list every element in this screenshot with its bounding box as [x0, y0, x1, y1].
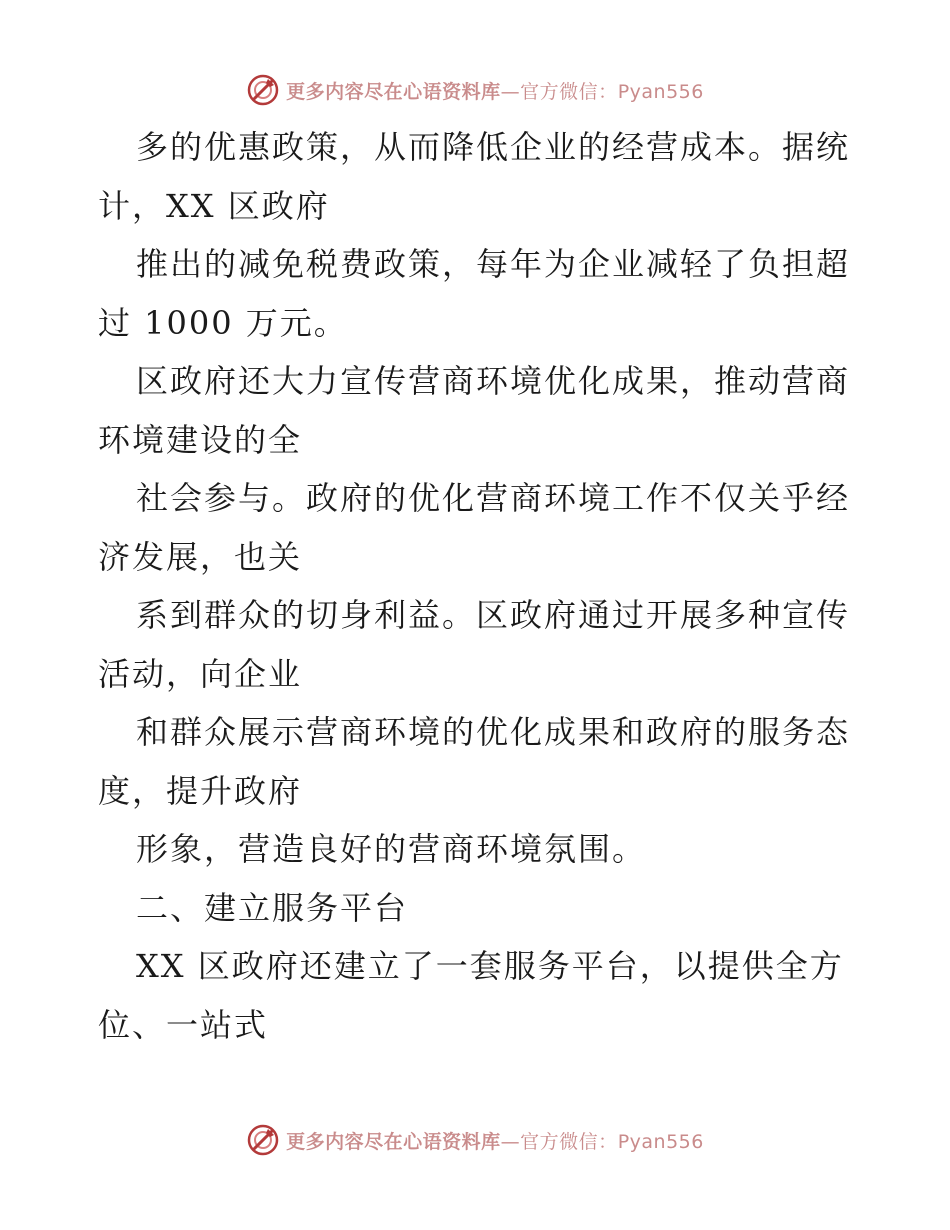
text-line: 过 1000 万元。 [98, 303, 348, 342]
text-line: 社会参与。政府的优化营商环境工作不仅关乎经 [136, 479, 851, 517]
document-body [98, 118, 858, 1054]
watermark-id: Pyan556 [617, 80, 704, 103]
text-line: XX 区政府还建立了一套服务平台，以提供全方 [136, 947, 844, 985]
text-line: 计，XX 区政府 [98, 186, 330, 225]
text-line: 推出的减免税费政策，每年为企业减轻了负担超 [136, 245, 851, 283]
watermark-main: 更多内容尽在心语资料库 [286, 80, 501, 103]
watermark-main: 更多内容尽在心语资料库 [286, 1130, 501, 1153]
text-line: 多的优惠政策，从而降低企业的经营成本。据统 [136, 128, 851, 166]
watermark-footer [0, 1120, 950, 1160]
text-line: 系到群众的切身利益。区政府通过开展多种宣传 [136, 596, 851, 634]
brand-logo-icon [246, 73, 280, 107]
text-line: 环境建设的全 [98, 420, 303, 459]
watermark-text [286, 1127, 704, 1154]
text-line: 度，提升政府 [98, 771, 303, 810]
section-heading: 二、建立服务平台 [136, 888, 409, 927]
text-line: 位、一站式 [98, 1005, 269, 1044]
watermark-dash: — [500, 1130, 521, 1153]
text-line: 和群众展示营商环境的优化成果和政府的服务态 [136, 713, 851, 751]
watermark-header [0, 70, 950, 110]
text-line: 活动，向企业 [98, 654, 303, 693]
brand-logo-icon [246, 1123, 280, 1157]
text-line: 济发展，也关 [98, 537, 303, 576]
watermark-official: 官方微信： [520, 80, 618, 103]
text-line: 区政府还大力宣传营商环境优化成果，推动营商 [136, 362, 851, 400]
watermark-official: 官方微信： [520, 1130, 618, 1153]
watermark-text [286, 77, 704, 104]
text-line: 形象，营造良好的营商环境氛围。 [136, 830, 647, 868]
watermark-dash: — [500, 80, 521, 103]
watermark-id: Pyan556 [617, 1130, 704, 1153]
